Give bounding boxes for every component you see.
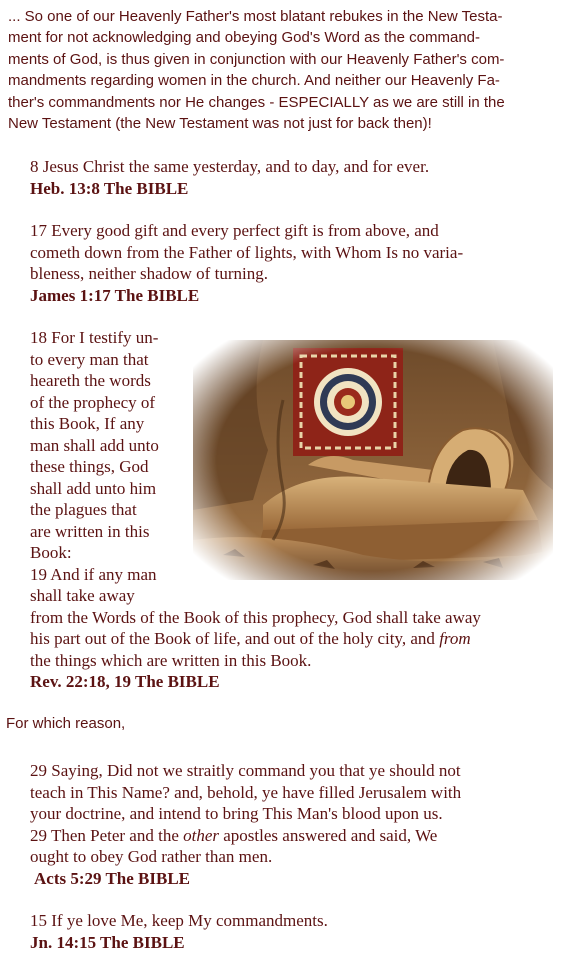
verse-line: cometh down from the Father of lights, with Whom Is no varia-	[30, 242, 464, 262]
verse-line: Book:	[30, 543, 72, 562]
verse-line: 8 Jesus Christ the same yesterday, and to day, and for ever.	[30, 157, 430, 176]
intro-line: ther's commandments nor He changes - ESPECIALLY as we are still in the	[8, 93, 505, 111]
intro-line: mandments regarding women in the church. And neither our Heavenly Fa-	[8, 72, 500, 90]
italic-word: from	[439, 629, 471, 648]
verse-line: teach in This Name? and, behold, ye have filled Jerusalem with	[30, 782, 462, 802]
verse-line: 17 Every good gift and every perfect gift is from above, and	[30, 221, 439, 240]
verse-line	[30, 825, 461, 847]
verse-text: apostles answered and said, We	[219, 825, 438, 845]
intro-paragraph	[8, 6, 574, 134]
verse-james	[30, 220, 463, 306]
verse-line	[30, 628, 481, 650]
verse-text: his part out of the Book of life, and out of the holy city, and	[30, 629, 440, 648]
verse-line: ought to obey God rather than men.	[30, 847, 273, 866]
verse-line: from the Words of the Book of this prophecy, God shall take away	[30, 607, 481, 627]
verse-line: 15 If ye love Me, keep My commandments.	[30, 911, 328, 930]
verse-hebrews	[30, 156, 429, 199]
transition-text: For which reason,	[6, 715, 126, 732]
intro-line: New Testament (the New Testament was not just for back then)!	[8, 115, 432, 133]
verse-line: shall take away	[30, 586, 135, 605]
verse-line: the things which are written in this Book.	[30, 650, 312, 670]
verse-line: your doctrine, and intend to bring This Man's blood upon us.	[30, 804, 443, 823]
verse-line: the plagues that	[30, 500, 137, 519]
verse-line: bleness, neither shadow of turning.	[30, 264, 268, 283]
verse-line: to every man that	[30, 349, 149, 369]
intro-line: ... So one of our Heavenly Father's most blatant rebukes in the New Testa-	[8, 8, 503, 25]
intro-line: ments of God, is thus given in conjunction with our Heavenly Father's com-	[8, 50, 505, 68]
verse-reference: Acts 5:29 The BIBLE	[34, 868, 191, 888]
verse-line: 18 For I testify un-	[30, 328, 159, 347]
verse-line: are written in this	[30, 521, 150, 541]
verse-line: man shall add unto	[30, 435, 159, 455]
verse-acts	[30, 760, 461, 889]
verse-john	[30, 910, 328, 953]
tomb-photo	[193, 340, 553, 580]
intro-line: ment for not acknowledging and obeying God's Word as the command-	[8, 29, 481, 47]
verse-line: heareth the words	[30, 371, 151, 390]
verse-line: shall add unto him	[30, 478, 157, 498]
verse-line: of the prophecy of	[30, 392, 156, 412]
verse-reference: James 1:17 The BIBLE	[30, 285, 200, 305]
verse-text: 29 Then Peter and the	[30, 825, 184, 845]
verse-line: these things, God	[30, 457, 149, 476]
verse-reference: Heb. 13:8 The BIBLE	[30, 178, 189, 198]
tomb-illustration	[193, 340, 553, 580]
verse-line: 19 And if any man	[30, 564, 157, 584]
italic-word: other	[183, 825, 220, 845]
verse-line: 29 Saying, Did not we straitly command you that ye should not	[30, 761, 461, 780]
verse-line: this Book, If any	[30, 414, 145, 433]
verse-reference: Jn. 14:15 The BIBLE	[30, 932, 185, 952]
verse-reference: Rev. 22:18, 19 The BIBLE	[30, 672, 220, 691]
